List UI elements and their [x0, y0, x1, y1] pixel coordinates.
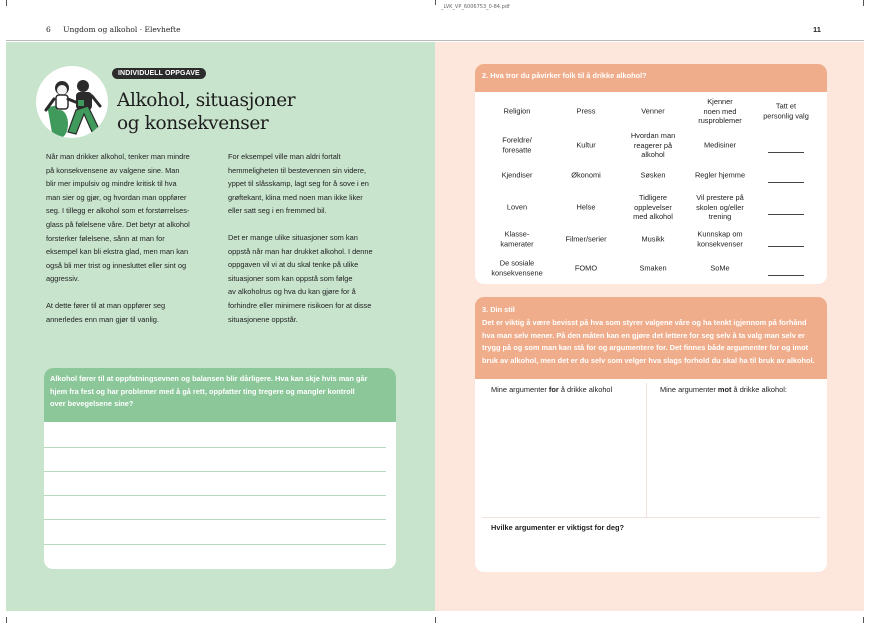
text-line: annerledes enn man gjør til vanlig. [46, 314, 159, 324]
page-title [117, 89, 295, 135]
influence-option: Klasse- kamerater [500, 229, 534, 248]
influence-option: Regler hjemme [694, 170, 746, 180]
influence-option: Helse [576, 202, 596, 212]
influence-option: Smaken [639, 263, 667, 273]
influence-option: Tidligere opplevelser med alkohol [633, 192, 673, 221]
text-line: eksempel kan bli ekstra glad, men man kan [46, 247, 189, 257]
text-line: grøftekant, klina med noen man ikke liker [228, 192, 363, 202]
influence-option: Venner [641, 106, 665, 116]
influence-option: Foreldre/ foresatte [502, 135, 532, 154]
args-separator [482, 517, 820, 518]
answer-line[interactable] [44, 519, 386, 520]
your-style-card [475, 297, 827, 572]
task-question [44, 368, 396, 422]
text-line: forsterker følelsene, sånn at man for [46, 233, 165, 243]
card-header [475, 297, 827, 379]
influence-option: Tatt et personlig valg [763, 101, 809, 120]
text-line: over bevegelsene sine? [50, 399, 134, 408]
influence-option: Filmer/serier [565, 234, 607, 244]
paragraph [46, 299, 216, 326]
body-column-2 [228, 150, 400, 339]
influence-option: De sosiale konsekvensene [491, 258, 543, 277]
influence-option: Medisiner [703, 140, 737, 150]
influence-option: FOMO [574, 263, 598, 273]
text-line: Alkohol fører til at oppfatningsevnen og balansen blir dårligere. Hva kan skje hvis man går [50, 374, 368, 383]
influence-option: Press [576, 106, 596, 116]
answer-line[interactable] [44, 495, 386, 496]
answer-line[interactable] [44, 447, 386, 448]
text-line: hjem fra fest og har problemer med å gå rett, oppfatter ting tregere og mangler kontroll [50, 386, 355, 396]
crop-mark [863, 617, 864, 623]
text-line: på konsekvensene av valgene sine. Man [46, 165, 180, 175]
paragraph [228, 150, 400, 218]
args-against-label: Mine argumenter mot å drikke alkohol: [660, 385, 787, 394]
influence-option: Kjenner noen med rusproblemer [698, 96, 742, 125]
influence-option: Kunnskap om konsekvenser [697, 229, 743, 248]
text-line: også bli mer trist og innesluttet eller sint og [46, 260, 187, 270]
influence-option: Søsken [640, 170, 666, 180]
text-line: Det er mange ulike situasjoner som kan [228, 232, 358, 242]
text-line: aggressiv. [46, 274, 80, 284]
blank-answer-line[interactable] [768, 214, 804, 215]
text-line: blir mer impulsiv og mindre kritisk til hva [46, 179, 177, 189]
text-line: yppet til slåsskamp, lagt seg for å sove i en [228, 179, 369, 189]
blank-answer-line[interactable] [768, 275, 804, 276]
text-line: seg. I tillegg er alkohol som et forstørrelses- [46, 206, 190, 216]
left-page-number: 6 [46, 25, 51, 34]
text-line: av alkoholrus og hva du kan gjøre for å [228, 287, 356, 297]
influence-option: Vil prestere på skolen og/eller trening [696, 192, 744, 221]
text-line: situasjonene oppstår. [228, 314, 298, 324]
crop-mark [435, 617, 436, 623]
crop-mark [6, 0, 7, 6]
important-args-question: Hvilke argumenter er viktigst for deg? [491, 523, 625, 532]
text-line: hva man selv mener. På den måten kan en gjøre det lettere for seg selv å ta valg man selv er [482, 330, 805, 340]
card-title: 3. Din stil [482, 305, 515, 314]
left-header-title: Ungdom og alkohol · Elevhefte [63, 25, 181, 34]
crop-mark [6, 617, 7, 623]
args-divider [646, 383, 647, 517]
args-for-label: Mine argumenter for å drikke alkohol [491, 385, 613, 394]
paragraph [46, 150, 216, 286]
text-line: For eksempel ville man aldri fortalt [228, 152, 341, 161]
text-line: glass på følelsene våre. Det betyr at alkohol [46, 219, 190, 229]
text-line: oppstå når man har drukket alkohol. I denne [228, 246, 373, 256]
left-running-header [46, 25, 181, 34]
crop-mark [863, 0, 864, 6]
influence-option: SoMe [710, 263, 730, 273]
answer-line[interactable] [44, 471, 386, 472]
influence-option: Religion [503, 106, 531, 116]
text-line: At dette fører til at man oppfører seg [46, 300, 166, 310]
influence-grid-card [475, 64, 827, 284]
text-line: bruk av alkohol, men det er du selv som velger hva slags forhold du skal ha til bruk av alkohol. [482, 356, 815, 366]
text-line: man sier og gjør, og hvordan man oppfører [46, 192, 187, 202]
right-page-number: 11 [813, 25, 821, 34]
file-id: _LVK_VP_6006753_0-84.pdf [441, 4, 510, 10]
body-column-1 [46, 150, 216, 339]
two-people-illustration-icon [36, 66, 108, 138]
blank-answer-line[interactable] [768, 246, 804, 247]
header-rule [6, 40, 864, 41]
influence-option: Loven [506, 202, 528, 212]
text-line: Det er viktig å være bevisst på hva som styrer valgene våre og ha tenkt igjennom på forhånd [482, 317, 807, 327]
task-type-badge: INDIVIDUELL OPPGAVE [112, 68, 206, 79]
text-line: situasjoner som kan oppstå som følge [228, 273, 353, 283]
text-line: eller satt seg i en fremmed bil. [228, 206, 327, 216]
influence-option: Kultur [576, 140, 596, 150]
influence-option: Musikk [641, 234, 665, 244]
influence-option: Hvordan man reagerer på alkohol [630, 130, 676, 159]
answer-line[interactable] [44, 544, 386, 545]
title-line: Alkohol, situasjoner [117, 90, 296, 111]
task-answer-box [44, 368, 396, 569]
text-line: forhindre eller minimere risikoen for at disse [228, 300, 372, 310]
blank-answer-line[interactable] [768, 182, 804, 183]
influence-option: Økonomi [571, 170, 601, 180]
text-line: trygg på og som man kan stå for og argumentere for. Det finnes både argumenter for og imot [482, 343, 809, 353]
text-line: oppgaven vil vi at du skal tenke på ulike [228, 260, 359, 270]
influence-option: Kjendiser [501, 170, 533, 180]
crop-mark [435, 0, 436, 5]
paragraph [228, 231, 400, 326]
blank-answer-line[interactable] [768, 152, 804, 153]
text-line: Når man drikker alkohol, tenker man mindre [46, 152, 190, 161]
text-line: hemmeligheten til bestevennen sin videre, [228, 165, 367, 175]
title-line: og konsekvenser [117, 113, 269, 134]
card-title: 2. Hva tror du påvirker folk til å drikke alkohol? [475, 64, 827, 92]
